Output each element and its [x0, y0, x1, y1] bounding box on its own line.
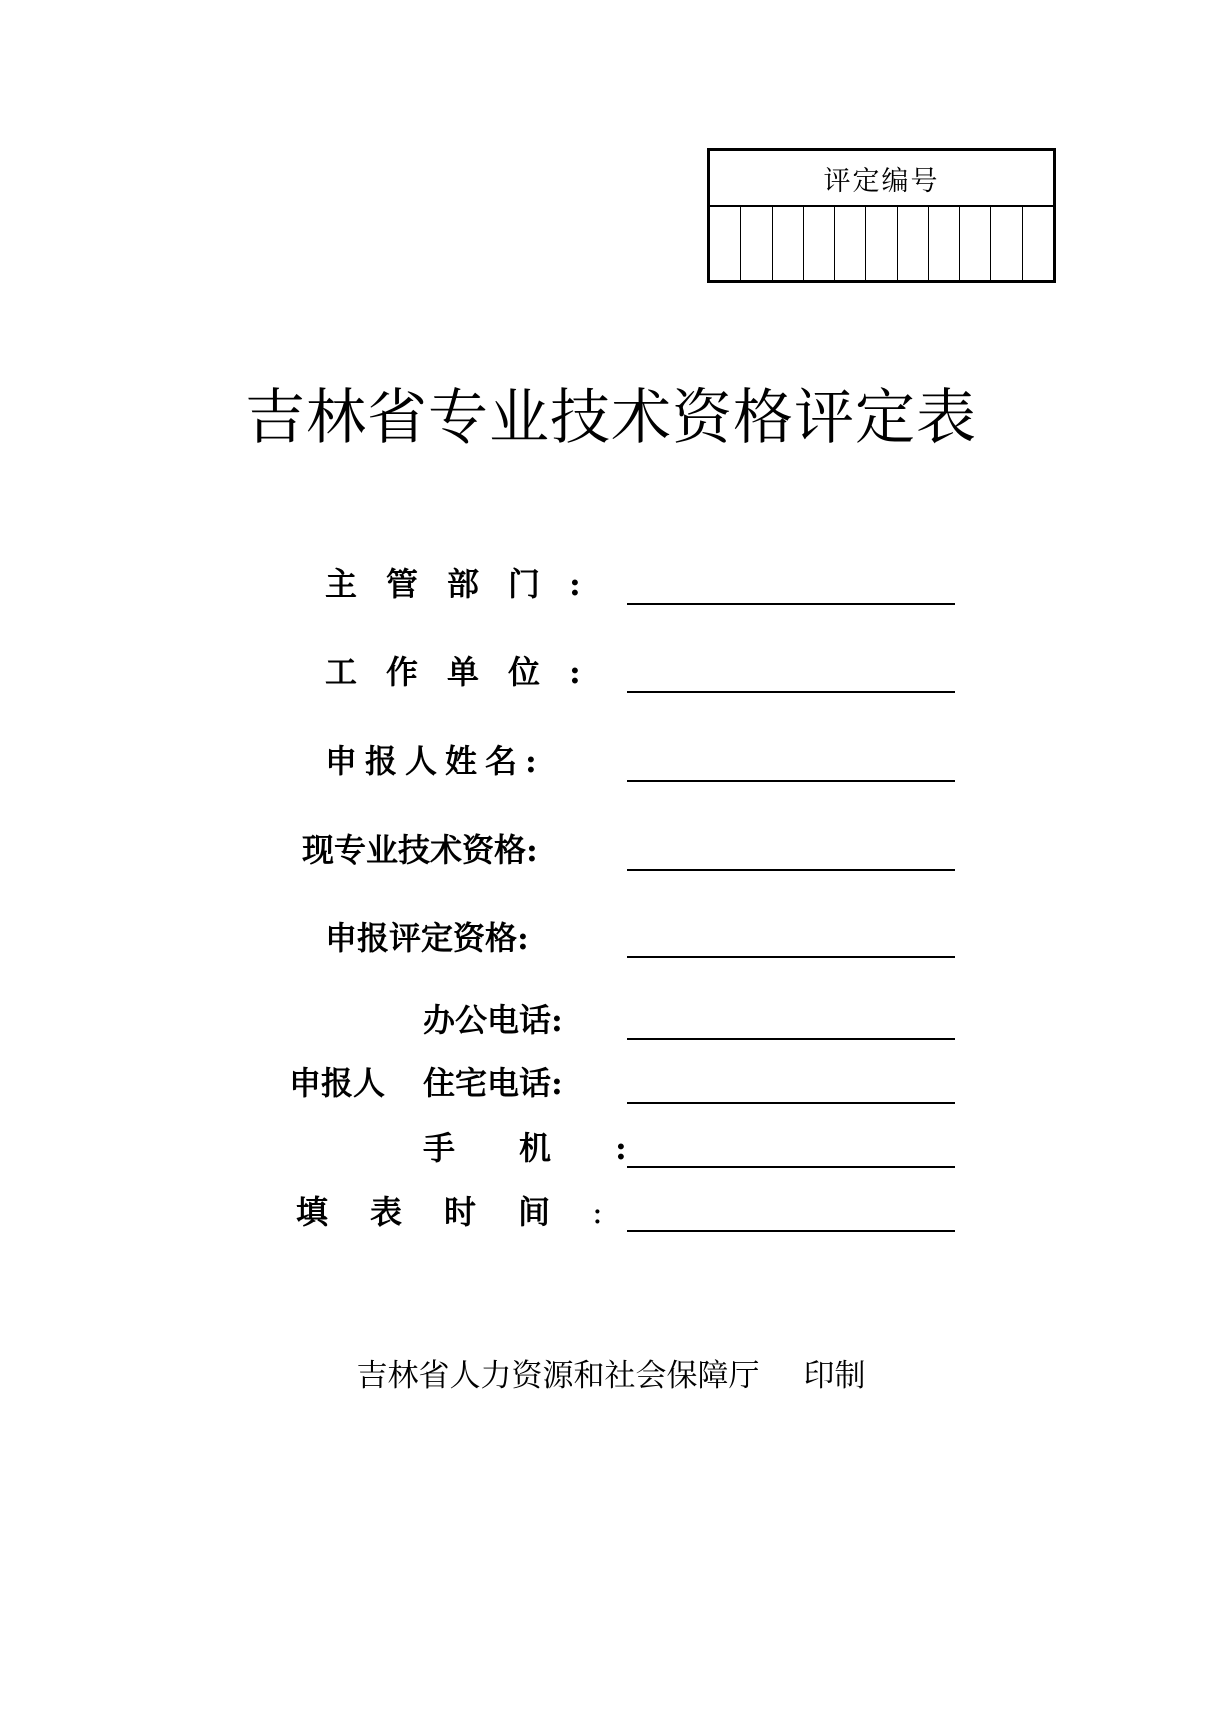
- footer-print-label: 印制: [803, 1358, 866, 1394]
- evaluation-number-cell[interactable]: [835, 207, 866, 280]
- home-phone-label-row: [423, 1064, 563, 1102]
- mobile-label: 手机: [423, 1129, 616, 1167]
- current-title-colon: :: [526, 831, 538, 869]
- evaluation-number-cell[interactable]: [710, 207, 741, 280]
- fill-date-colon: :: [592, 1193, 603, 1231]
- mobile-input-line[interactable]: [627, 1166, 955, 1168]
- mobile-colon: :: [615, 1129, 627, 1167]
- evaluation-number-cell[interactable]: [741, 207, 772, 280]
- applied-title-label-row: [325, 919, 529, 957]
- employer-colon: :: [569, 653, 581, 691]
- dept-label: 主管部门: [325, 565, 570, 603]
- applied-title-colon: :: [517, 919, 529, 957]
- evaluation-number-cell[interactable]: [804, 207, 835, 280]
- home-phone-label: 住宅电话: [423, 1064, 552, 1102]
- employer-input-line[interactable]: [627, 691, 955, 693]
- fill-date-input-line[interactable]: [627, 1230, 955, 1232]
- current-title-label: 现专业技术资格: [302, 831, 527, 869]
- employer-label: 工作单位: [325, 653, 570, 691]
- current-title-label-row: [302, 831, 538, 869]
- evaluation-number-cell[interactable]: [1023, 207, 1053, 280]
- evaluation-number-cell[interactable]: [960, 207, 991, 280]
- applicant-name-label-row: [325, 742, 537, 780]
- dept-label-row: [325, 565, 581, 603]
- applied-title-label: 申报评定资格: [325, 919, 518, 957]
- evaluation-number-cells: [710, 207, 1053, 280]
- applicant-group-label: 申报人: [289, 1064, 386, 1102]
- document-title: 吉林省专业技术资格评定表: [245, 383, 977, 453]
- current-title-input-line[interactable]: [627, 869, 955, 871]
- mobile-label-row: [423, 1129, 627, 1167]
- evaluation-number-cell[interactable]: [898, 207, 929, 280]
- evaluation-number-cell[interactable]: [773, 207, 804, 280]
- footer-issuer: 吉林省人力资源和社会保障厅: [356, 1358, 760, 1394]
- evaluation-number-cell[interactable]: [929, 207, 960, 280]
- evaluation-number-label: 评定编号: [710, 151, 1053, 207]
- fill-date-label: 填表时间: [296, 1193, 593, 1231]
- evaluation-number-cell[interactable]: [866, 207, 897, 280]
- home-phone-colon: :: [551, 1064, 563, 1102]
- dept-input-line[interactable]: [627, 603, 955, 605]
- applicant-name-colon: :: [525, 742, 537, 780]
- office-phone-label-row: [423, 1001, 563, 1039]
- office-phone-input-line[interactable]: [627, 1038, 955, 1040]
- evaluation-number-cell[interactable]: [991, 207, 1022, 280]
- office-phone-colon: :: [551, 1001, 563, 1039]
- evaluation-number-box: [707, 148, 1056, 283]
- office-phone-label: 办公电话: [423, 1001, 552, 1039]
- home-phone-input-line[interactable]: [627, 1102, 955, 1104]
- footer-issuer-line: [0, 1350, 1222, 1395]
- dept-colon: :: [569, 565, 581, 603]
- fill-date-label-row: [296, 1193, 603, 1231]
- employer-label-row: [325, 653, 581, 691]
- applicant-name-input-line[interactable]: [627, 780, 955, 782]
- applicant-name-label: 申报人姓名: [325, 742, 526, 780]
- applied-title-input-line[interactable]: [627, 956, 955, 958]
